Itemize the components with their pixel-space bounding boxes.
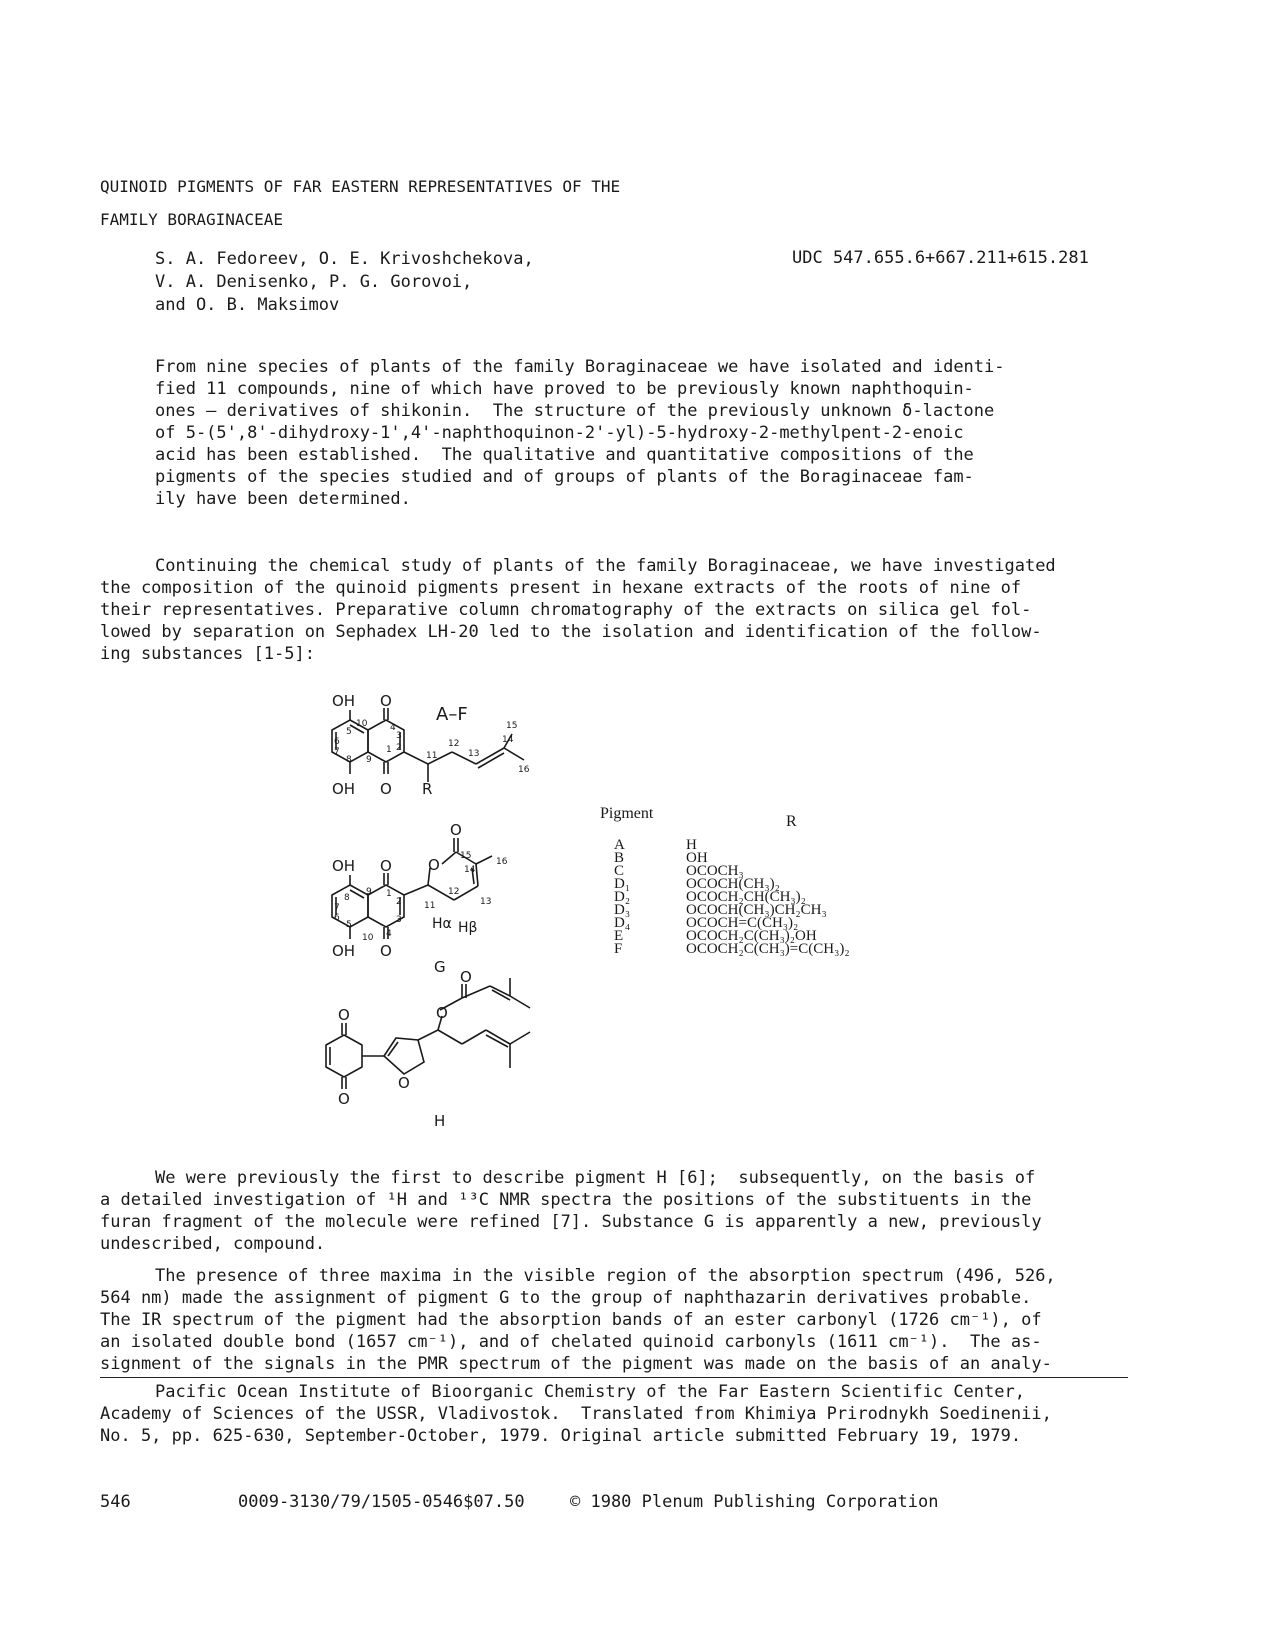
paragraph-line: signment of the signals in the PMR spectrum of the pigment was made on the basis of an analy- — [100, 1354, 1052, 1374]
paragraph-line: Continuing the chemical study of plants of the family Boraginaceae, we have investigated — [155, 556, 1056, 576]
table-cell-r: OCOCH(CH₃)₂ — [686, 876, 780, 892]
table-cell-r: OCOCH₃ — [686, 863, 744, 879]
paragraph-line: The presence of three maxima in the visible region of the absorption spectrum (496, 526, — [155, 1266, 1056, 1286]
body-paragraph — [100, 1265, 1130, 1375]
author-line: V. A. Denisenko, P. G. Gorovoi, — [155, 272, 473, 292]
abstract-line: fied 11 compounds, nine of which have proved to be previously known naphthoquin- — [155, 379, 974, 399]
table-cell-pigment: C — [614, 863, 625, 879]
atom-number: 3 — [396, 731, 402, 741]
atom-number: 5 — [346, 727, 352, 737]
chemical-structures — [310, 690, 560, 1140]
atom-number: 6 — [334, 913, 340, 923]
table-cell-r: OCOCH₂C(CH₃)₂OH — [686, 928, 817, 944]
table-cell-r: OCOCH₂CH(CH₃)₂ — [686, 889, 806, 905]
paragraph-line: the composition of the quinoid pigments present in hexane extracts of the roots of nine of — [100, 578, 1022, 598]
r-label: R — [422, 780, 433, 798]
atom-number: 4 — [390, 723, 396, 733]
o-label: O — [338, 1090, 350, 1108]
o-label: O — [450, 821, 462, 839]
atom-number: 15 — [506, 721, 518, 731]
abstract-line: acid has been established. The qualitative and quantitative compositions of the — [155, 445, 974, 465]
journal-code: 0009-3130/79/1505-0546$07.50 — [238, 1492, 525, 1512]
o-label: O — [380, 942, 392, 960]
paragraph-line: ing substances [1-5]: — [100, 644, 315, 664]
footnote-divider — [100, 1377, 1128, 1378]
abstract-line: From nine species of plants of the family Boraginaceae we have isolated and identi- — [155, 357, 1005, 377]
table-cell-r: OCOCH=C(CH₃)₂ — [686, 915, 799, 931]
paragraph-line: We were previously the first to describe pigment H [6]; subsequently, on the basis of — [155, 1168, 1036, 1188]
atom-number: 15 — [460, 851, 472, 861]
atom-number: 14 — [464, 865, 476, 875]
oh-label: OH — [332, 857, 356, 875]
atom-number: 11 — [426, 751, 438, 761]
h-beta-label: Hβ — [458, 920, 478, 936]
table-cell-pigment: D₄ — [614, 915, 631, 931]
o-label: O — [436, 1004, 448, 1022]
o-label: O — [380, 692, 392, 710]
copyright-notice: © 1980 Plenum Publishing Corporation — [570, 1492, 939, 1512]
atom-number: 10 — [356, 719, 368, 729]
table-cell-r: OCOCH(CH₃)CH₂CH₃ — [686, 902, 827, 918]
atom-number: 7 — [334, 747, 340, 757]
table-cell-pigment: B — [614, 850, 625, 866]
atom-number: 16 — [496, 857, 508, 867]
table-cell-r: OCOCH₂C(CH₃)=C(CH₃)₂ — [686, 941, 850, 957]
atom-number: 3 — [396, 915, 402, 925]
table-cell-r: H — [686, 837, 697, 853]
author-line: S. A. Fedoreev, O. E. Krivoshchekova, — [155, 249, 534, 269]
atom-number: 4 — [386, 929, 392, 939]
table-cell-pigment: A — [614, 837, 625, 853]
paragraph-line: an isolated double bond (1657 cm⁻¹), and of chelated quinoid carbonyls (1611 cm⁻¹). The as- — [100, 1332, 1042, 1352]
affiliation-footnote — [100, 1381, 1130, 1447]
atom-number: 13 — [480, 897, 492, 907]
atom-number: 9 — [366, 755, 372, 765]
table-cell-pigment: E — [614, 928, 624, 944]
atom-number: 9 — [366, 887, 372, 897]
author-line: and O. B. Maksimov — [155, 295, 340, 315]
body-paragraph — [100, 1167, 1130, 1255]
page-number: 546 — [100, 1492, 131, 1512]
atom-number: 8 — [346, 755, 352, 765]
o-label: O — [380, 780, 392, 798]
title-line: FAMILY BORAGINACEAE — [100, 210, 284, 229]
oh-label: OH — [332, 692, 356, 710]
paragraph-line: undescribed, compound. — [100, 1234, 326, 1254]
paragraph-line: their representatives. Preparative column chromatography of the extracts on silica gel fol- — [100, 600, 1032, 620]
atom-number: 8 — [344, 893, 350, 903]
atom-number: 2 — [396, 743, 402, 753]
udc-code: UDC 547.655.6+667.211+615.281 — [792, 248, 1089, 268]
oh-label: OH — [332, 942, 356, 960]
atom-number: 2 — [396, 897, 402, 907]
table-cell-pigment: D₁ — [614, 876, 631, 892]
paragraph-line: 564 nm) made the assignment of pigment G to the group of naphthazarin derivatives probable. — [100, 1288, 1032, 1308]
h-alpha-label: Hα — [432, 916, 452, 932]
table-cell-pigment: D₂ — [614, 889, 631, 905]
atom-number: 12 — [448, 739, 460, 749]
title-line: QUINOID PIGMENTS OF FAR EASTERN REPRESENTATIVES OF THE — [100, 177, 621, 196]
structure-label: G — [434, 958, 446, 976]
abstract-line: ily have been determined. — [155, 489, 411, 509]
structure-label: H — [434, 1112, 446, 1130]
atom-number: 1 — [386, 889, 392, 899]
abstract-line: of 5-(5',8'-dihydroxy-1',4'-naphthoquinon-2'-yl)-5-hydroxy-2-methylpent-2-enoic — [155, 423, 964, 443]
oh-label: OH — [332, 780, 356, 798]
table-cell-r: OH — [686, 850, 708, 866]
o-label: O — [428, 856, 440, 874]
footnote-line: Pacific Ocean Institute of Bioorganic Chemistry of the Far Eastern Scientific Center, — [155, 1382, 1025, 1402]
paragraph-line: lowed by separation on Sephadex LH-20 led to the isolation and identification of the follow- — [100, 622, 1042, 642]
paragraph-line: The IR spectrum of the pigment had the absorption bands of an ester carbonyl (1726 cm⁻¹), of — [100, 1310, 1042, 1330]
atom-number: 6 — [334, 737, 340, 747]
table-header-pigment: Pigment — [600, 805, 654, 822]
table-cell-pigment: D₃ — [614, 902, 631, 918]
o-label: O — [338, 1006, 350, 1024]
atom-number: 16 — [518, 765, 530, 775]
footnote-line: Academy of Sciences of the USSR, Vladivostok. Translated from Khimiya Prirodnykh Soedinenii, — [100, 1404, 1052, 1424]
atom-number: 5 — [346, 920, 352, 930]
atom-number: 11 — [424, 901, 436, 911]
o-label: O — [460, 968, 472, 986]
o-label: O — [398, 1074, 410, 1092]
body-paragraph — [100, 555, 1130, 665]
structure-label: A–F — [436, 704, 468, 725]
paragraph-line: a detailed investigation of ¹H and ¹³C NMR spectra the positions of the substituents in the — [100, 1190, 1032, 1210]
atom-number: 13 — [468, 749, 480, 759]
table-header-r: R — [786, 813, 797, 830]
abstract-line: ones — derivatives of shikonin. The structure of the previously unknown δ-lactone — [155, 401, 995, 421]
atom-number: 1 — [386, 745, 392, 755]
atom-number: 10 — [362, 933, 374, 943]
abstract-line: pigments of the species studied and of groups of plants of the Boraginaceae fam- — [155, 467, 974, 487]
abstract — [155, 356, 1075, 510]
footnote-line: No. 5, pp. 625-630, September-October, 1979. Original article submitted February 19, 1979. — [100, 1426, 1022, 1446]
atom-number: 12 — [448, 887, 460, 897]
atom-number: 14 — [502, 735, 514, 745]
paragraph-line: furan fragment of the molecule were refined [7]. Substance G is apparently a new, previously — [100, 1212, 1042, 1232]
author-list — [155, 248, 534, 317]
atom-number: 7 — [334, 903, 340, 913]
paper-title — [100, 170, 620, 236]
table-cell-pigment: F — [614, 941, 623, 957]
o-label: O — [380, 857, 392, 875]
structure-furan — [326, 978, 530, 1089]
